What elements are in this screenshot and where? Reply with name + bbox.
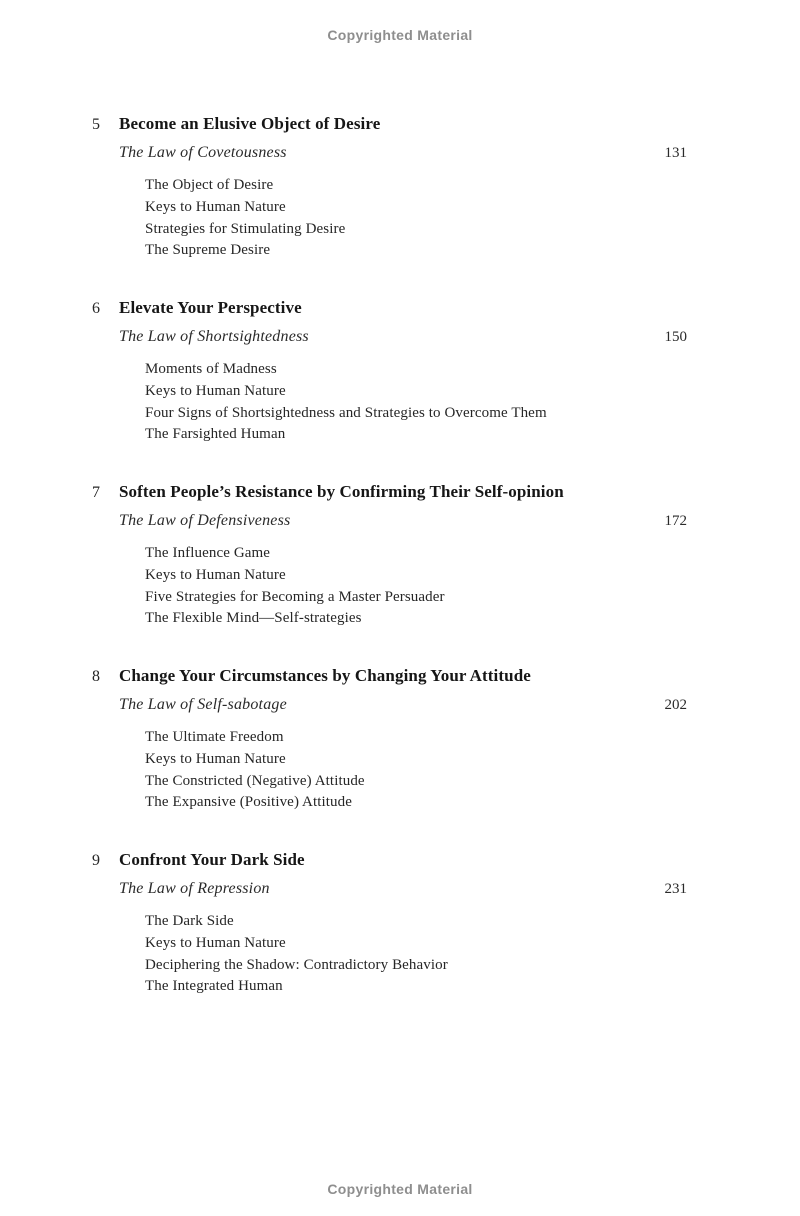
section-item: Five Strategies for Becoming a Master Persuader bbox=[145, 588, 445, 605]
chapter-title-row bbox=[92, 297, 687, 320]
chapter-section-list bbox=[145, 911, 687, 998]
section-item: Four Signs of Shortsightedness and Strategies to Overcome Them bbox=[145, 404, 547, 421]
chapter-title-row bbox=[92, 665, 687, 688]
toc-chapter-6 bbox=[92, 297, 687, 446]
chapter-number: 7 bbox=[92, 484, 100, 501]
chapter-law-subtitle: The Law of Covetousness bbox=[119, 144, 287, 161]
chapter-number: 9 bbox=[92, 852, 100, 869]
section-item: Moments of Madness bbox=[145, 361, 277, 377]
section-item: The Farsighted Human bbox=[145, 426, 286, 443]
copyright-notice-bottom: Copyrighted Material bbox=[327, 1181, 473, 1197]
chapter-law-subtitle: The Law of Self-sabotage bbox=[119, 696, 287, 713]
section-item: The Constricted (Negative) Attitude bbox=[145, 772, 365, 789]
chapter-section-list bbox=[145, 359, 687, 446]
section-item: Keys to Human Nature bbox=[145, 566, 286, 583]
chapter-law-row bbox=[119, 694, 687, 716]
chapter-title-row bbox=[92, 849, 687, 872]
chapter-title: Change Your Circumstances by Changing Your Attitude bbox=[119, 666, 531, 685]
chapter-law-subtitle: The Law of Defensiveness bbox=[119, 512, 291, 529]
page-header bbox=[0, 0, 800, 43]
chapter-law-subtitle: The Law of Repression bbox=[119, 880, 270, 897]
section-item: The Ultimate Freedom bbox=[145, 729, 284, 745]
chapter-title: Soften People’s Resistance by Confirming Their Self-opinion bbox=[119, 482, 564, 501]
section-item: Keys to Human Nature bbox=[145, 382, 286, 399]
chapter-law-row bbox=[119, 510, 687, 532]
chapter-title-row bbox=[92, 113, 687, 136]
copyright-notice-top: Copyrighted Material bbox=[327, 27, 473, 43]
chapter-number: 5 bbox=[92, 116, 100, 133]
table-of-contents bbox=[92, 43, 687, 998]
page-footer bbox=[0, 1181, 800, 1197]
chapter-page-number: 131 bbox=[664, 145, 687, 161]
chapter-law-row bbox=[119, 142, 687, 164]
chapter-page-number: 150 bbox=[664, 329, 687, 345]
chapter-page-number: 231 bbox=[664, 881, 687, 897]
chapter-number: 8 bbox=[92, 668, 100, 685]
section-item: Deciphering the Shadow: Contradictory Behavior bbox=[145, 956, 448, 973]
chapter-title-row bbox=[92, 481, 687, 504]
section-item: The Flexible Mind—Self-strategies bbox=[145, 610, 362, 627]
section-item: Keys to Human Nature bbox=[145, 934, 286, 951]
chapter-title: Become an Elusive Object of Desire bbox=[119, 114, 381, 133]
section-item: The Influence Game bbox=[145, 545, 271, 561]
toc-chapter-9 bbox=[92, 849, 687, 998]
toc-chapter-8 bbox=[92, 665, 687, 814]
toc-chapter-7 bbox=[92, 481, 687, 630]
section-item: The Supreme Desire bbox=[145, 242, 271, 259]
chapter-page-number: 172 bbox=[664, 513, 687, 529]
chapter-section-list bbox=[145, 543, 687, 630]
chapter-number: 6 bbox=[92, 300, 100, 317]
section-item: The Integrated Human bbox=[145, 978, 283, 995]
chapter-law-subtitle: The Law of Shortsightedness bbox=[119, 328, 309, 345]
section-item: The Expansive (Positive) Attitude bbox=[145, 794, 353, 811]
chapter-law-row bbox=[119, 878, 687, 900]
section-item: The Object of Desire bbox=[145, 177, 274, 193]
section-item: Strategies for Stimulating Desire bbox=[145, 220, 346, 237]
section-item: The Dark Side bbox=[145, 913, 234, 929]
section-item: Keys to Human Nature bbox=[145, 198, 286, 215]
chapter-page-number: 202 bbox=[664, 697, 687, 713]
toc-chapter-5 bbox=[92, 113, 687, 262]
chapter-section-list bbox=[145, 175, 687, 262]
chapter-title: Elevate Your Perspective bbox=[119, 298, 302, 317]
chapter-title: Confront Your Dark Side bbox=[119, 850, 305, 869]
section-item: Keys to Human Nature bbox=[145, 750, 286, 767]
chapter-law-row bbox=[119, 326, 687, 348]
chapter-section-list bbox=[145, 727, 687, 814]
